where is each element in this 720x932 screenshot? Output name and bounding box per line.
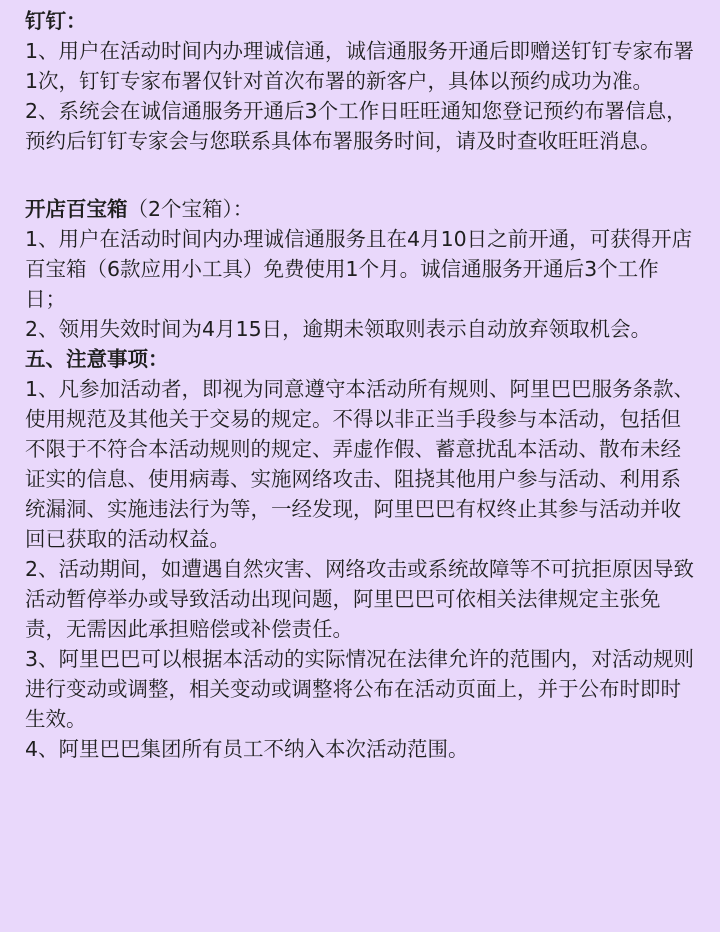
section-title-notes: 五、注意事项： (25, 347, 169, 371)
dingding-item-2: 2、系统会在诚信通服务开通后3个工作日旺旺通知您登记预约布署信息，预约后钉钉专家会与您联系具体布署服务时间，请及时查收旺旺消息。 (25, 99, 687, 153)
store-toolbox-item-1: 1、用户在活动时间内办理诚信通服务且在4月10日之前开通，可获得开店百宝箱（6款应用小工具）免费使用1个月。诚信通服务开通后3个工作日； (25, 227, 693, 311)
section-dingding (25, 6, 698, 156)
notes-item-3: 3、阿里巴巴可以根据本活动的实际情况在法律允许的范围内，对活动规则进行变动或调整，相关变动或调整将公布在活动页面上，并于公布时即时生效。 (25, 647, 695, 731)
dingding-item-1: 1、用户在活动时间内办理诚信通，诚信通服务开通后即赠送钉钉专家布署1次，钉钉专家布署仅针对首次布署的新客户，具体以预约成功为准。 (25, 39, 695, 93)
notes-item-2: 2、活动期间，如遭遇自然灾害、网络攻击或系统故障等不可抗拒原因导致活动暂停举办或导致活动出现问题，阿里巴巴可依相关法律规定主张免责，无需因此承担赔偿或补偿责任。 (25, 557, 695, 641)
notes-item-4: 4、阿里巴巴集团所有员工不纳入本次活动范围。 (25, 737, 469, 761)
section-title-dingding: 钉钉： (25, 9, 87, 33)
section-spacer (25, 156, 698, 194)
notes-item-1: 1、凡参加活动者，即视为同意遵守本活动所有规则、阿里巴巴服务条款、使用规范及其他关于交易的规定。不得以非正当手段参与本活动，包括但不限于不符合本活动规则的规定、弄虚作假、蓄意扰乱本活动、散布未经证实的信息、使用病毒、实施网络攻击、阻挠其他用户参与活动、利用系统漏洞、实施违法行为等，一经发现，阿里巴巴有权终止其参与活动并收回已获取的活动权益。 (25, 377, 695, 551)
store-toolbox-item-2: 2、领用失效时间为4月15日，逾期未领取则表示自动放弃领取机会。 (25, 317, 652, 341)
section-title-store-toolbox (25, 194, 698, 224)
section-store-toolbox (25, 194, 698, 344)
store-toolbox-title: 开店百宝箱 (25, 197, 128, 221)
section-notes (25, 344, 698, 764)
store-toolbox-title-note: （2个宝箱）： (127, 197, 254, 221)
